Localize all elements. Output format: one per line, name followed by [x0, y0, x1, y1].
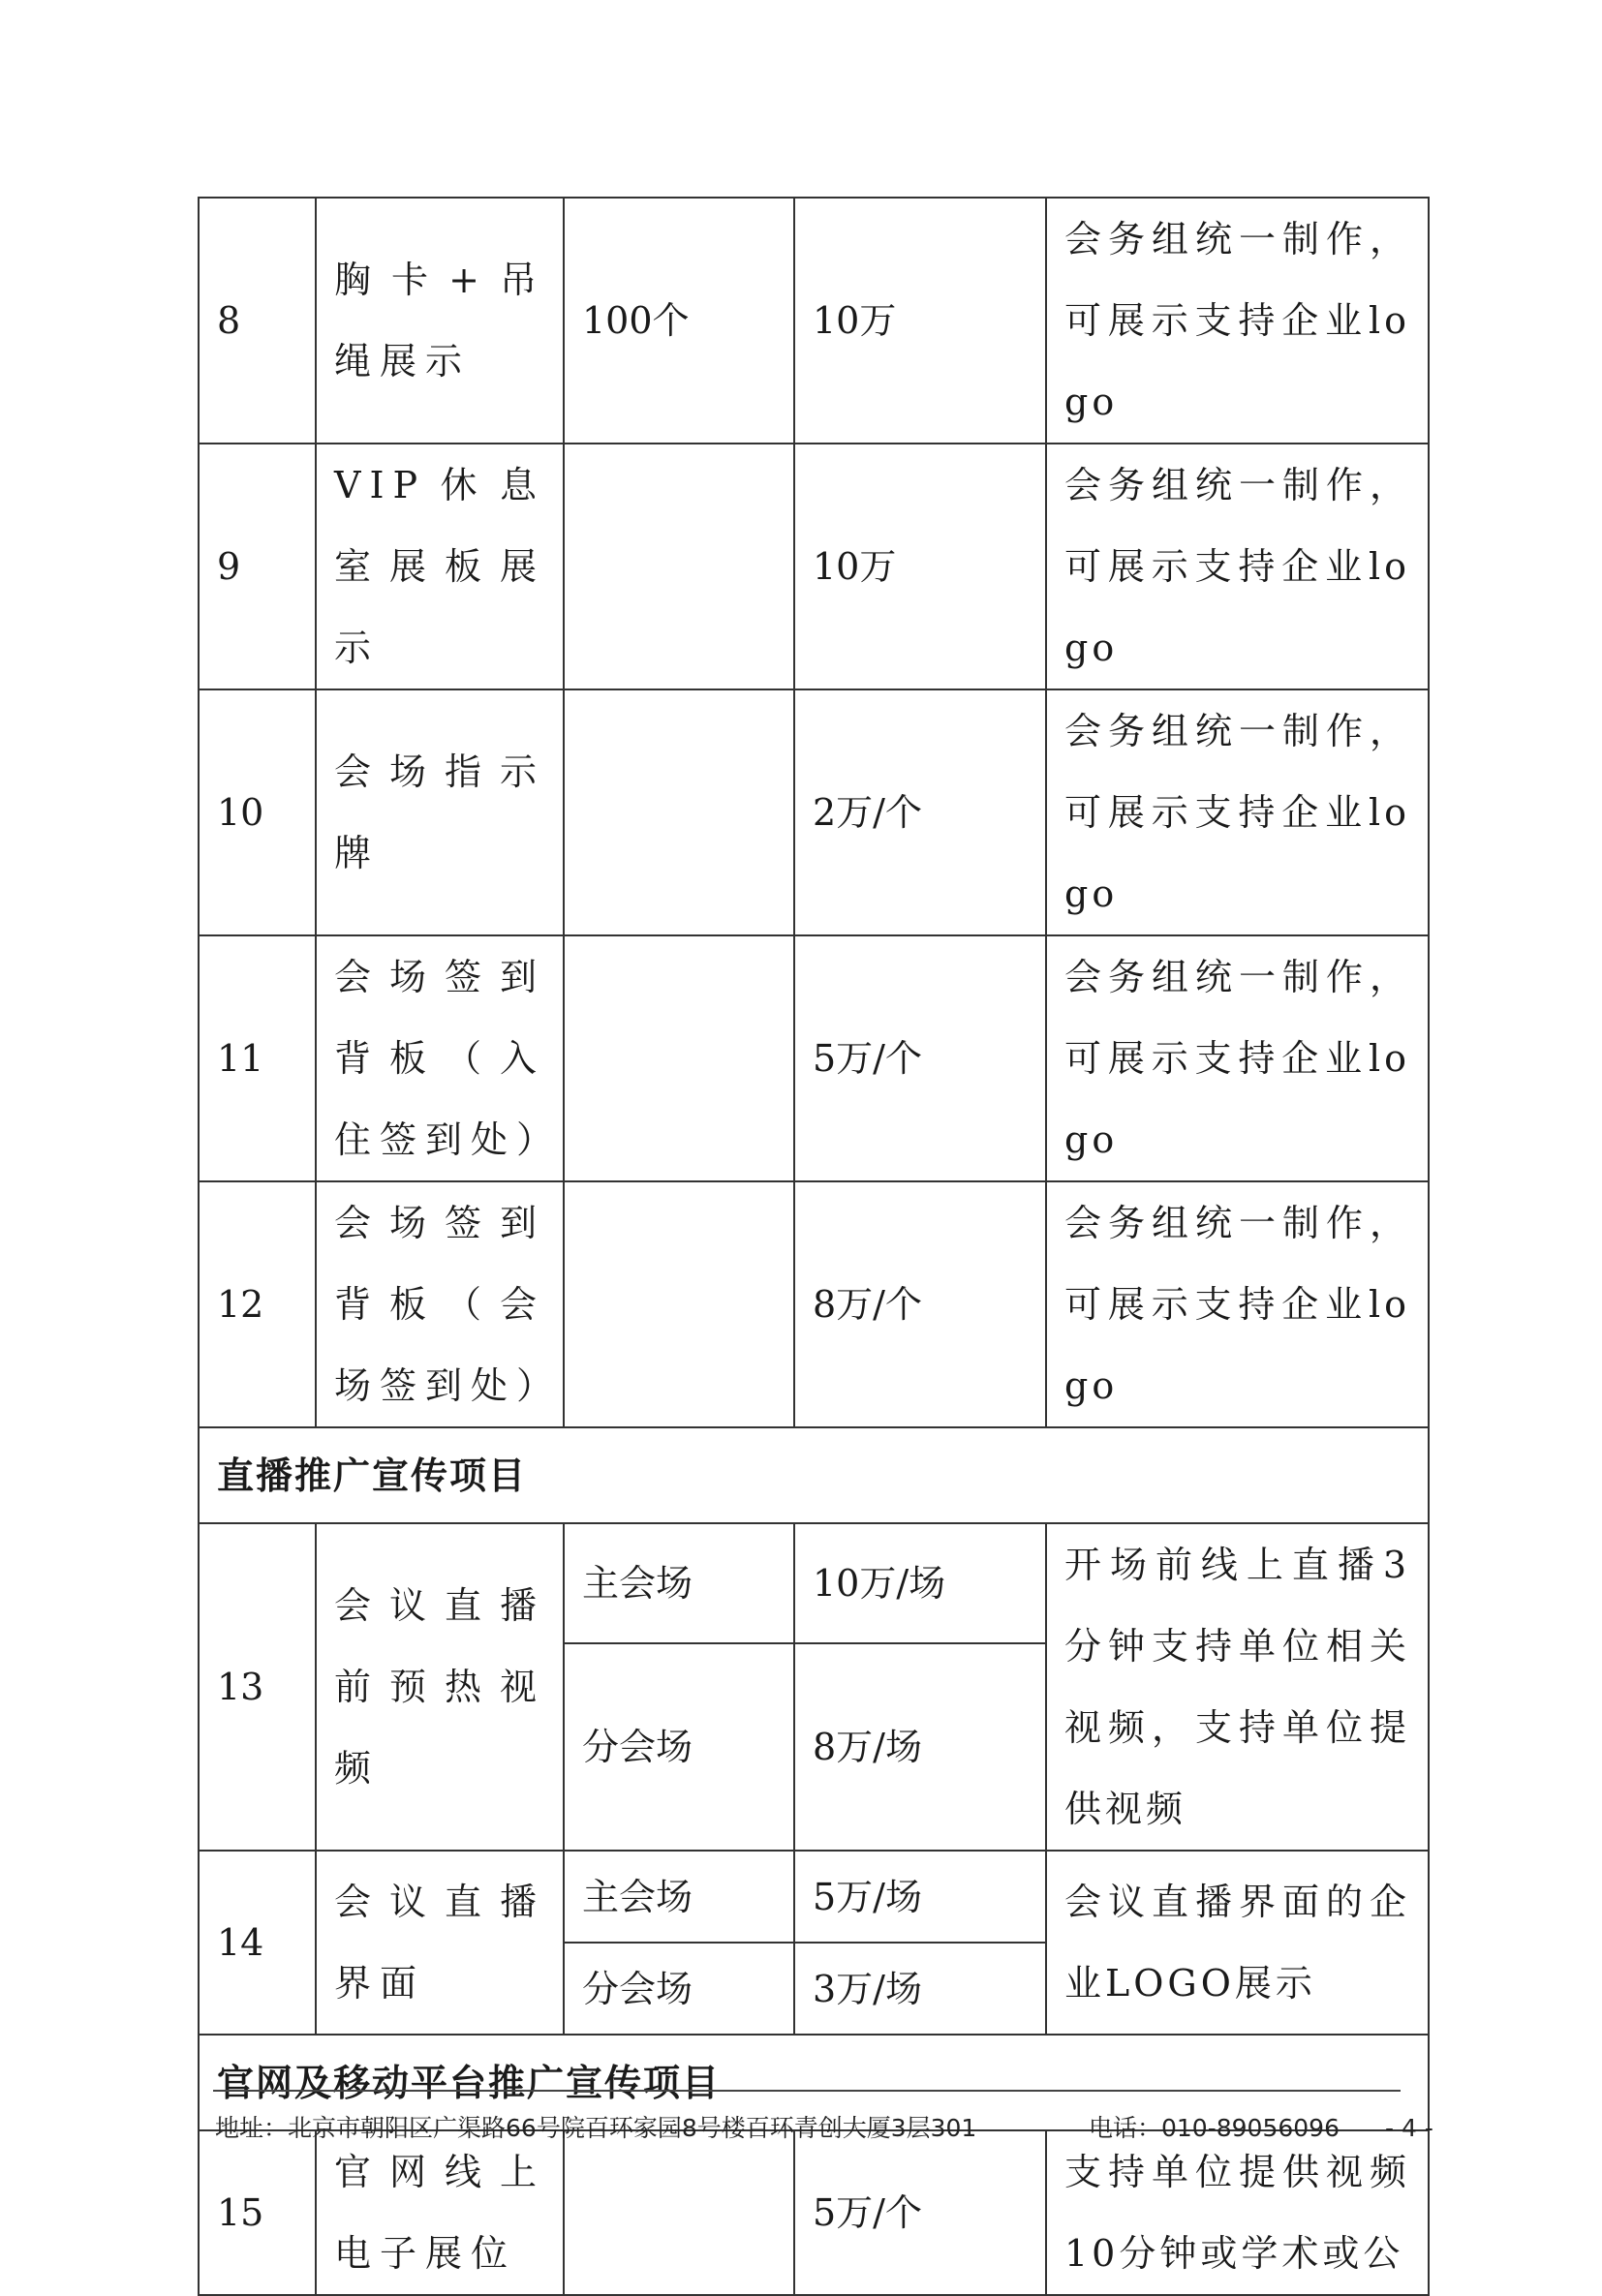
row-number: 11 [199, 935, 316, 1181]
item-quantity [564, 689, 794, 935]
item-note: 支持单位提供视频10分钟或学术或公 [1046, 2130, 1429, 2295]
page-number: - 4 - [1385, 2114, 1433, 2142]
item-quantity [564, 2130, 794, 2295]
item-note: 会务组统一制作，可展示支持企业logo [1046, 198, 1429, 444]
item-quantity [564, 1181, 794, 1427]
item-price: 5万/个 [794, 935, 1046, 1181]
row-number: 14 [199, 1851, 316, 2035]
item-name: 官网线上电子展位 [316, 2130, 564, 2295]
venue-main-label: 主会场 [564, 1523, 794, 1643]
item-note: 会务组统一制作，可展示支持企业logo [1046, 1181, 1429, 1427]
item-note: 会务组统一制作，可展示支持企业logo [1046, 444, 1429, 689]
table-row [199, 444, 1429, 689]
table-row [199, 1851, 1429, 1943]
row-number: 12 [199, 1181, 316, 1427]
item-name: VIP休息室展板展示 [316, 444, 564, 689]
venue-sub-price: 8万/场 [794, 1643, 1046, 1851]
section-title-live: 直播推广宣传项目 [199, 1427, 1429, 1523]
item-note: 会务组统一制作，可展示支持企业logo [1046, 935, 1429, 1181]
item-name: 会议直播前预热视频 [316, 1523, 564, 1851]
table-row [199, 198, 1429, 444]
table-row [199, 2130, 1429, 2295]
item-price: 2万/个 [794, 689, 1046, 935]
venue-sub-price: 3万/场 [794, 1943, 1046, 2035]
venue-main-label: 主会场 [564, 1851, 794, 1943]
item-note: 会议直播界面的企业LOGO展示 [1046, 1851, 1429, 2035]
table-row [199, 1523, 1429, 1643]
item-quantity [564, 444, 794, 689]
footer-divider [213, 2090, 1401, 2092]
footer-phone: 电话：010-89056096 [1089, 2114, 1340, 2142]
row-number: 10 [199, 689, 316, 935]
footer-address: 地址：北京市朝阳区广渠路66号院百环家园8号楼百环青创大厦3层301 [215, 2114, 977, 2142]
venue-main-price: 5万/场 [794, 1851, 1046, 1943]
item-quantity [564, 935, 794, 1181]
item-name: 会场指示牌 [316, 689, 564, 935]
item-note: 开场前线上直播3分钟支持单位相关视频，支持单位提供视频 [1046, 1523, 1429, 1851]
section-title-web: 官网及移动平台推广宣传项目 [199, 2035, 1429, 2130]
row-number: 9 [199, 444, 316, 689]
item-note: 会务组统一制作，可展示支持企业logo [1046, 689, 1429, 935]
venue-sub-label: 分会场 [564, 1643, 794, 1851]
item-price: 10万 [794, 198, 1046, 444]
table-row [199, 1181, 1429, 1427]
table-row [199, 935, 1429, 1181]
row-number: 13 [199, 1523, 316, 1851]
item-name: 会议直播界面 [316, 1851, 564, 2035]
row-number: 15 [199, 2130, 316, 2295]
item-name: 会场签到背板（入住签到处） [316, 935, 564, 1181]
row-number: 8 [199, 198, 316, 444]
item-price: 8万/个 [794, 1181, 1046, 1427]
table-row [199, 689, 1429, 935]
venue-sub-label: 分会场 [564, 1943, 794, 2035]
item-price: 5万/个 [794, 2130, 1046, 2295]
venue-main-price: 10万/场 [794, 1523, 1046, 1643]
sponsorship-table [198, 197, 1430, 2296]
item-price: 10万 [794, 444, 1046, 689]
section-header-row [199, 1427, 1429, 1523]
item-quantity: 100个 [564, 198, 794, 444]
item-name: 会场签到背板（会场签到处） [316, 1181, 564, 1427]
item-name: 胸卡+吊绳展示 [316, 198, 564, 444]
